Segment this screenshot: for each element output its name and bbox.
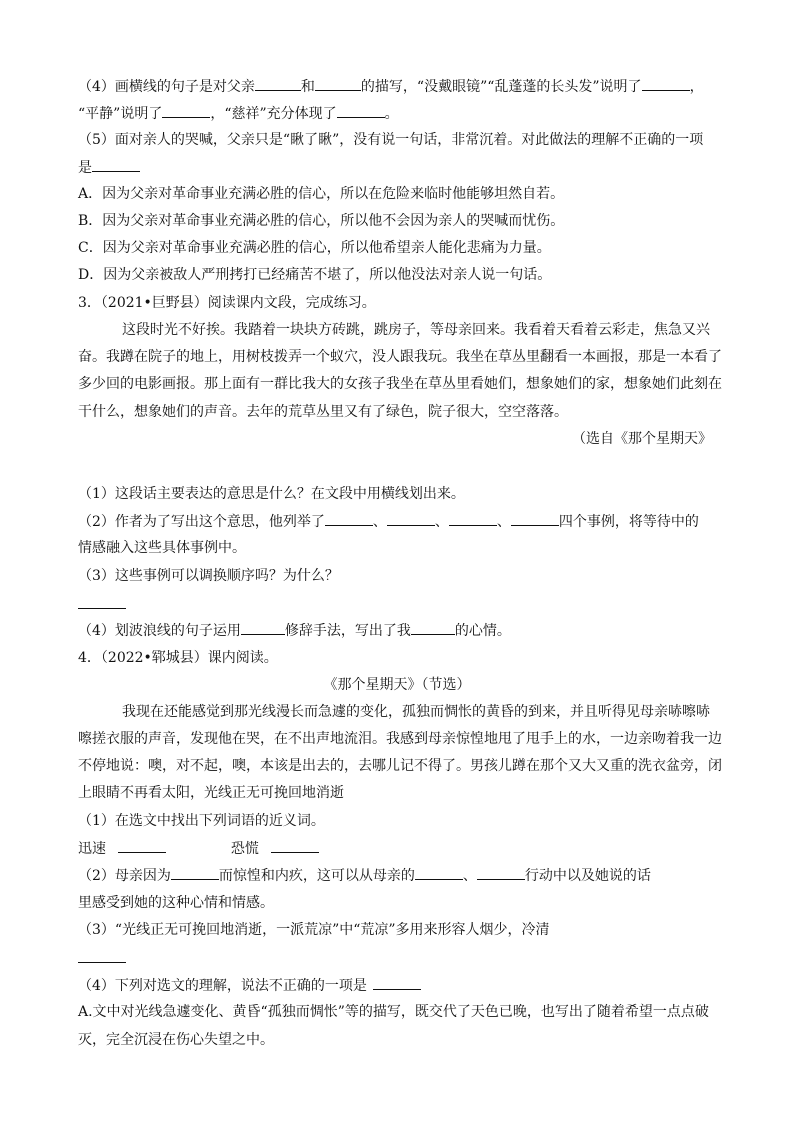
q3-passage-line1: 这段时光不好挨。我踏着一块块方砖跳，跳房子，等母亲回来。我看着天看着云彩走，焦急又兴	[122, 322, 710, 338]
q3-source: （选自《那个星期天》	[572, 431, 712, 447]
question-4-heading: 4．（2022•郓城县）课内阅读。	[78, 650, 278, 666]
separator: 、	[372, 514, 387, 530]
answer-blank[interactable]	[92, 157, 140, 172]
q2-p4-text-a: （4）画横线的句子是对父亲	[78, 79, 255, 95]
q4-sub2-text: （2）母亲因为	[78, 868, 171, 884]
q4-sub2-text: 行动中以及她说的话	[524, 868, 651, 884]
q4-passage-line4: 上眼睛不再看太阳，光线正无可挽回地消逝	[78, 785, 344, 801]
q4-passage-line1: 我现在还能感觉到那光线漫长而急遽的变化，孤独而惆怅的黄昏的到来，并且听得见母亲哧嚓哧	[122, 704, 710, 720]
q2-p4-text-b: 和	[300, 79, 315, 95]
q2-p4-line1	[78, 76, 704, 97]
answer-blank[interactable]	[78, 948, 126, 963]
option-a[interactable]: A．因为父亲对革命事业充满必胜的信心，所以在危险来临时他能够坦然自若。	[78, 186, 565, 202]
q4-sub2-line1	[78, 865, 651, 886]
q4-sub3: （3）“光线正无可挽回地消逝，一派荒凉”中“荒凉”多用来形容人烟少，冷清	[78, 922, 550, 938]
q2-p5-line2	[78, 157, 140, 178]
answer-blank[interactable]	[477, 865, 525, 880]
separator: 、	[434, 514, 449, 530]
q3-sub2-text: 四个事例，将等待中的	[558, 514, 699, 530]
answer-blank[interactable]	[373, 975, 421, 990]
q4-sub2-line2: 里感受到她的这种心情和情感。	[78, 895, 274, 911]
answer-blank[interactable]	[337, 103, 385, 118]
q4-sub1: （1）在选文中找出下列词语的近义词。	[78, 813, 325, 829]
answer-blank[interactable]	[162, 103, 210, 118]
q3-sub3: （3）这些事例可以调换顺序吗？为什么？	[78, 568, 339, 584]
answer-blank[interactable]	[315, 76, 361, 91]
answer-blank[interactable]	[387, 511, 435, 526]
q2-p5-line1: （5）面对亲人的哭喊，父亲只是“瞅了瞅”，没有说一句话，非常沉着。对此做法的理解不正确的一项	[78, 132, 704, 148]
q3-passage-text: 去年的荒草丛里又有了绿色，院子很大，空空落落。	[246, 404, 568, 420]
answer-blank[interactable]	[449, 511, 497, 526]
q3-passage-line3: 多少回的电影画报。那上面有一群比我大的女孩子我坐在草丛里看她们，想象她们的家，想象她们此刻在	[78, 376, 722, 392]
q4-passage-line3: 不停地说：噢，对不起，噢，本该是出去的，去哪儿记不得了。男孩儿蹲在那个又大又重的洗衣盆旁，闭	[78, 758, 722, 774]
q2-p4-text-e: “平静”说明了	[78, 106, 163, 122]
q4-title: 《那个星期天》（节选）	[323, 677, 471, 693]
q3-sub4	[78, 620, 511, 641]
answer-blank[interactable]	[78, 594, 126, 609]
q3-sub2-text: （2）作者为了写出这个意思，他列举了	[78, 514, 325, 530]
q4-sub4	[78, 975, 421, 996]
q4-sub2-text: 而惊惶和内疚，这可以从母亲的	[218, 868, 415, 884]
q2-p4-text-f: ，“慈祥”充分体现了	[210, 106, 337, 122]
q3-sub2-line2: 情感融入这些具体事例中。	[78, 540, 246, 556]
answer-blank[interactable]	[642, 76, 690, 91]
q4-passage-line2: 嚓搓衣服的声音，发现他在哭，在不出声地流泪。我感到母亲惊惶地甩了甩手上的水，一边亲吻着我一边	[78, 731, 722, 747]
q3-passage-line2: 奋。我蹲在院子的地上，用树枝拨弄一个蚁穴，没人跟我玩。我坐在草丛里翻看一本画报，那是一本看了	[78, 349, 722, 365]
q2-p4-text-c: 的描写，“没戴眼镜”“乱蓬蓬的长头发”说明了	[360, 79, 642, 95]
q3-passage-text: 干什么，想象她们的声音。	[78, 404, 246, 420]
q2-p4-text-d: ，	[689, 79, 704, 95]
separator: 、	[462, 868, 477, 884]
question-3-heading: 3．（2021•巨野县）阅读课内文段，完成练习。	[78, 295, 376, 311]
q4-sub4-text: （4）下列对选文的理解，说法不正确的一项是	[78, 978, 367, 994]
answer-blank[interactable]	[325, 511, 373, 526]
q3-sub2-line1	[78, 511, 699, 532]
option-c[interactable]: C．因为父亲对革命事业充满必胜的信心，所以他希望亲人能化悲痛为力量。	[78, 240, 551, 256]
answer-blank[interactable]	[271, 838, 319, 853]
answer-blank[interactable]	[171, 865, 219, 880]
answer-line[interactable]	[78, 594, 126, 615]
answer-blank[interactable]	[511, 511, 559, 526]
option-d[interactable]: D．因为父亲被敌人严刑拷打已经痛苦不堪了，所以他没法对亲人说一句话。	[78, 267, 552, 283]
separator: 、	[496, 514, 511, 530]
q3-sub1: （1）这段话主要表达的意思是什么？在文段中用横线划出来。	[78, 486, 465, 502]
q2-p4-line2	[78, 103, 399, 124]
q3-passage-line4	[78, 402, 568, 422]
q4-option-a-line1[interactable]: A.文中对光线急遽变化、黄昏“孤独而惆怅”等的描写，既交代了天色已晚，也写出了随着希望一点点破	[78, 1004, 709, 1020]
option-b[interactable]: B．因为父亲对革命事业充满必胜的信心，所以他不会因为亲人的哭喊而忧伤。	[78, 213, 565, 229]
answer-blank[interactable]	[118, 838, 166, 853]
answer-blank[interactable]	[411, 620, 455, 635]
q2-p4-text-g: 。	[384, 106, 399, 122]
answer-blank[interactable]	[241, 620, 285, 635]
q3-sub4-text: （4）划波浪线的句子运用	[78, 623, 241, 639]
q3-sub4-text: 修辞手法，写出了我	[284, 623, 411, 639]
q4-word-row	[78, 838, 319, 859]
q4-option-a-line2: 灭，完全沉浸在伤心失望之中。	[78, 1032, 274, 1048]
q3-sub4-text: 的心情。	[454, 623, 511, 639]
answer-line[interactable]	[78, 948, 126, 969]
word-label: 迅速	[78, 841, 106, 857]
answer-blank[interactable]	[415, 865, 463, 880]
q2-p5-text: 是	[78, 160, 92, 176]
word-label: 恐慌	[230, 841, 259, 857]
answer-blank[interactable]	[255, 76, 301, 91]
